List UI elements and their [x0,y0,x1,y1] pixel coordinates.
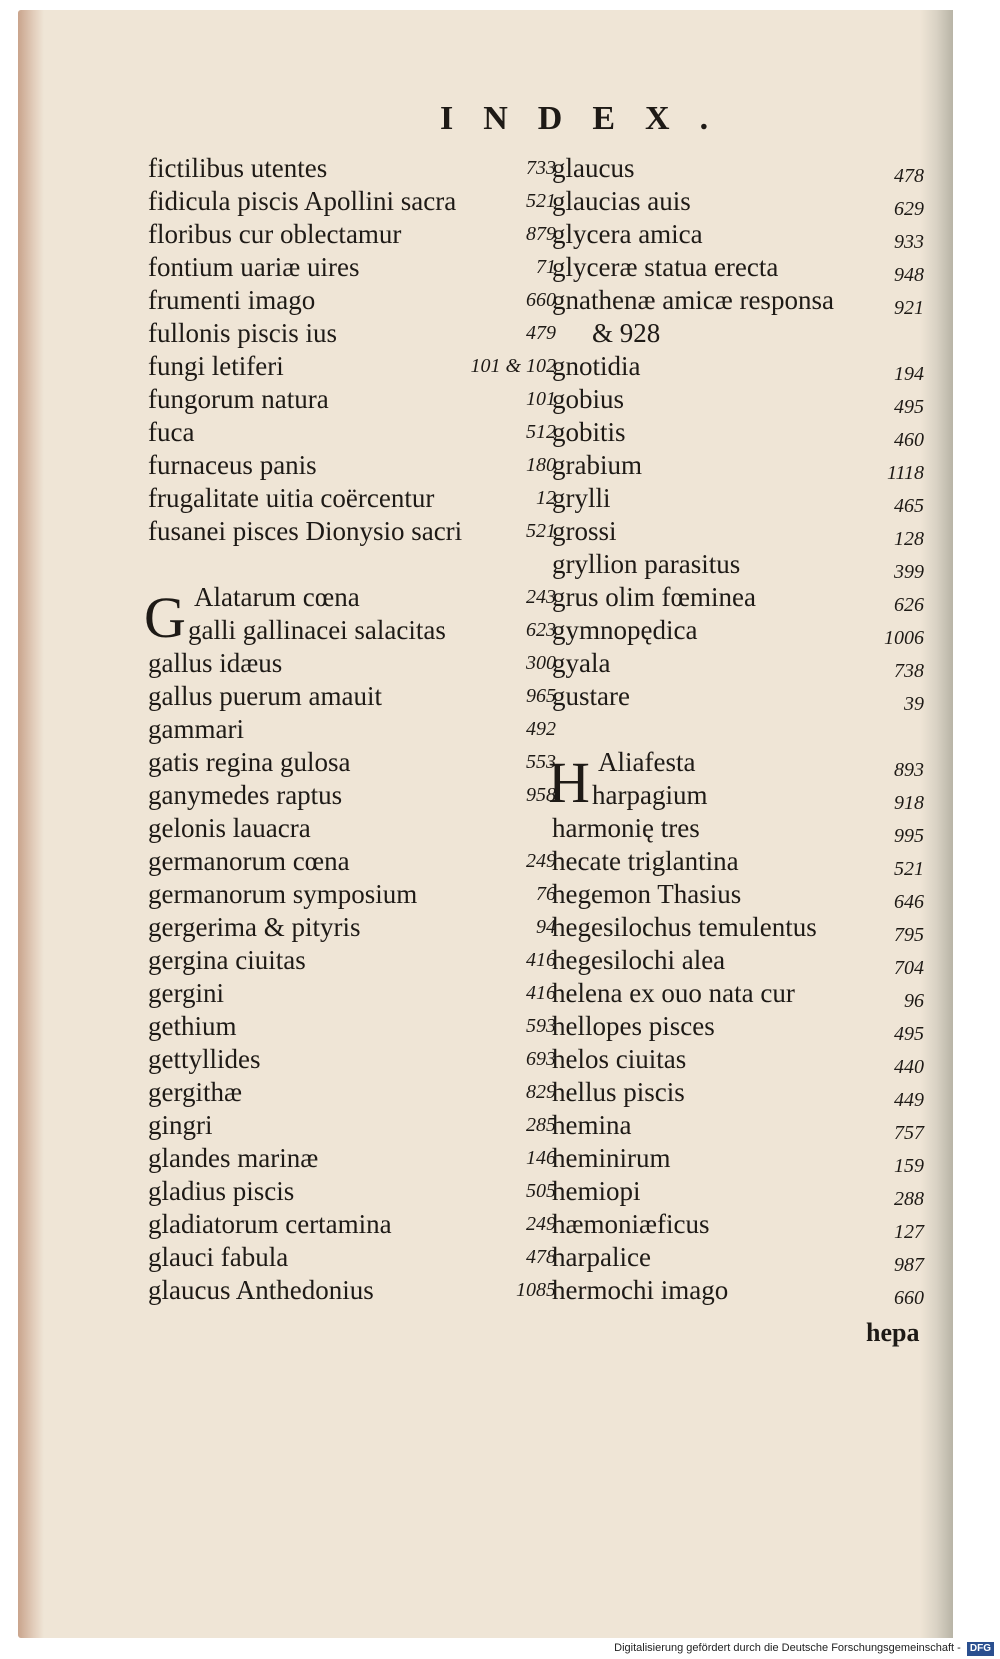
index-entry [552,1109,924,1142]
index-entry [148,152,556,185]
index-term: fungi letiferi [148,351,284,381]
index-page-number: 1085 [516,1279,556,1301]
index-page-number: 492 [526,718,556,740]
index-term: harpagium [592,780,708,810]
index-entry [148,383,556,416]
index-term: Aliafesta [598,747,696,777]
index-entry [552,845,924,878]
index-page-number: 879 [526,223,556,245]
index-entry [148,482,556,515]
index-entry [148,251,556,284]
index-entry [148,647,556,680]
index-term: gergerima & pityris [148,912,361,942]
index-page-number: 180 [526,454,556,476]
index-page-number: 478 [894,165,924,187]
index-term: gymnopędica [552,615,698,645]
index-page-number: 965 [526,685,556,707]
index-term: hecate triglantina [552,846,739,876]
index-term: hegesilochi alea [552,945,726,975]
page-gutter [18,10,44,1638]
index-entry [552,218,924,251]
index-entry [148,812,556,845]
index-page-number: 101 [526,388,556,410]
index-entry [552,1142,924,1175]
index-entry [148,779,556,812]
index-term: gergina ciuitas [148,945,306,975]
index-term: gobius [552,384,625,414]
index-entry [552,449,924,482]
index-entry [552,977,924,1010]
index-entry [148,185,556,218]
index-entry [148,878,556,911]
index-page-number: 159 [894,1155,924,1177]
index-entry [148,1043,556,1076]
index-term: gettyllides [148,1044,261,1074]
index-entry [148,1175,556,1208]
index-entry [552,614,924,647]
index-entry [148,1109,556,1142]
index-entry [148,1076,556,1109]
index-entry [148,416,556,449]
drop-capital: G [144,585,186,650]
index-page-number: 693 [526,1048,556,1070]
index-term: glandes marinæ [148,1143,319,1173]
footer-text: Digitalisierung gefördert durch die Deutsche Forschungsgemeinschaft - [614,1642,961,1654]
index-term: hegesilochus temulentus [552,912,817,942]
index-entry [552,251,924,284]
index-entry [552,779,924,812]
index-page-number: 146 [526,1147,556,1169]
index-page-number: 757 [894,1122,924,1144]
index-page-number: 660 [894,1287,924,1309]
index-entry [148,350,556,383]
index-entry [552,152,924,185]
index-page-number: 921 [894,297,924,319]
index-term: hemina [552,1110,632,1140]
index-page-number: 465 [894,495,924,517]
index-page-number: 101 & 102 [470,355,556,377]
index-page-number: 127 [894,1221,924,1243]
index-entry [148,911,556,944]
index-page-number: 553 [526,751,556,773]
index-page-number: 933 [894,231,924,253]
index-term: hermochi imago [552,1275,729,1305]
index-entry [148,680,556,713]
index-entry [148,713,556,746]
index-entry [552,383,924,416]
index-page-number: 249 [526,1213,556,1235]
index-page-number: 733 [526,157,556,179]
index-page-number: 738 [894,660,924,682]
index-entry [552,1175,924,1208]
index-page-number: 194 [894,363,924,385]
index-page-number: 449 [894,1089,924,1111]
index-term: & 928 [592,318,661,348]
index-entry [552,713,924,746]
index-term: glaucus Anthedonius [148,1275,374,1305]
index-term: galli gallinacei salacitas [188,615,446,645]
index-entry [552,1076,924,1109]
index-page-number: 521 [526,520,556,542]
index-page-number: 593 [526,1015,556,1037]
index-term: furnaceus panis [148,450,317,480]
index-page-number: 479 [526,322,556,344]
index-entry [552,482,924,515]
index-term: germanorum symposium [148,879,418,909]
index-term: helos ciuitas [552,1044,687,1074]
index-page-number: 704 [894,957,924,979]
index-entry [552,515,924,548]
index-entry [148,218,556,251]
catchword: hepa [866,1318,920,1347]
index-page-number: 521 [526,190,556,212]
index-page-number: 512 [526,421,556,443]
index-term: glyceræ statua erecta [552,252,779,282]
index-column-right [548,152,924,1309]
index-term: hæmoniæficus [552,1209,710,1239]
index-term: hemiopi [552,1176,641,1206]
index-page-number: 1118 [886,462,924,484]
index-page-number: 893 [894,759,924,781]
index-column-left [144,152,556,1307]
index-term: glaucus [552,153,635,183]
index-page-number: 629 [894,198,924,220]
index-entry [552,680,924,713]
index-entry [552,1274,924,1307]
running-header: INDEX. [440,100,739,137]
index-term: gergithæ [148,1077,242,1107]
index-entry [552,185,924,218]
index-page-number: 96 [904,990,924,1012]
index-page-number: 958 [526,784,556,806]
index-page-number: 521 [894,858,924,880]
index-term: grus olim fœminea [552,582,756,612]
index-page-number: 94 [536,916,556,938]
index-entry [552,548,924,581]
index-entry [148,284,556,317]
index-page-number: 416 [526,949,556,971]
index-page-number: 399 [894,561,924,583]
index-entry [552,350,924,383]
index-entry [148,548,556,581]
index-entry [552,416,924,449]
index-term: gobitis [552,417,626,447]
index-entry [148,1208,556,1241]
index-term: fusanei pisces Dionysio sacri [148,516,463,546]
index-term: fictilibus utentes [148,153,328,183]
index-entry [148,449,556,482]
index-term: grossi [552,516,617,546]
index-term: hegemon Thasius [552,879,742,909]
index-entry [552,317,924,350]
index-page-number: 288 [894,1188,924,1210]
index-entry [148,1274,556,1307]
index-term: gladiatorum certamina [148,1209,392,1239]
index-term: Alatarum cœna [194,582,360,612]
index-page-number: 948 [894,264,924,286]
index-entry [148,845,556,878]
index-entry [148,977,556,1010]
index-page-number: 416 [526,982,556,1004]
index-page-number: 39 [904,693,924,715]
index-entry [148,515,556,548]
index-term: germanorum cœna [148,846,350,876]
index-entry [148,614,556,647]
index-page-number: 626 [894,594,924,616]
index-page-number: 623 [526,619,556,641]
index-page-number: 829 [526,1081,556,1103]
index-term: helena ex ouo nata cur [552,978,795,1008]
index-term: frumenti imago [148,285,316,315]
index-entry [552,581,924,614]
index-page-number: 128 [894,528,924,550]
index-page-number: 76 [536,883,556,905]
page-fore-edge [920,10,953,1638]
index-page-number: 12 [536,487,556,509]
index-term: gingri [148,1110,213,1140]
index-term: floribus cur oblectamur [148,219,402,249]
index-term: harpalice [552,1242,651,1272]
index-term: fullonis piscis ius [148,318,338,348]
index-term: glauci fabula [148,1242,289,1272]
index-page-number: 660 [526,289,556,311]
index-page-number: 249 [526,850,556,872]
index-page-number: 987 [894,1254,924,1276]
index-page-number: 478 [526,1246,556,1268]
index-entry [552,647,924,680]
index-page-number: 995 [894,825,924,847]
index-term: gallus puerum amauit [148,681,382,711]
index-term: ganymedes raptus [148,780,343,810]
index-term: gergini [148,978,224,1008]
index-entry [552,911,924,944]
index-page-number: 495 [894,1023,924,1045]
index-term: glycera amica [552,219,703,249]
index-page-number: 243 [526,586,556,608]
index-entry [552,284,924,317]
index-page-number: 795 [894,924,924,946]
index-term: fuca [148,417,195,447]
index-term: gethium [148,1011,237,1041]
digitization-footer [610,1638,1000,1659]
index-term: fidicula piscis Apollini sacra [148,186,457,216]
index-entry [552,878,924,911]
index-page-number: 300 [526,652,556,674]
index-term: gyala [552,648,611,678]
index-term: gammari [148,714,244,744]
index-entry [552,944,924,977]
index-entry [148,944,556,977]
dfg-logo: DFG [967,1642,994,1656]
index-term: fungorum natura [148,384,329,414]
index-term: glaucias auis [552,186,691,216]
index-page-number: 71 [536,256,556,278]
index-term: harmonię tres [552,813,700,843]
index-page-number: 646 [894,891,924,913]
index-term: hellopes pisces [552,1011,715,1041]
index-term: gnotidia [552,351,641,381]
drop-capital: H [548,750,590,815]
index-entry [148,746,556,779]
index-page-number: 460 [894,429,924,451]
index-entry [148,1241,556,1274]
index-term: gustare [552,681,630,711]
index-entry [148,1010,556,1043]
index-entry [552,1208,924,1241]
index-term: grylli [552,483,611,513]
index-term: gnathenæ amicæ responsa [552,285,834,315]
index-entry [552,1241,924,1274]
index-entry [148,1142,556,1175]
index-page-number: 918 [894,792,924,814]
index-entry [552,812,924,845]
index-term: heminirum [552,1143,671,1173]
index-term: fontium uariæ uires [148,252,360,282]
index-entry [552,1043,924,1076]
index-term: gladius piscis [148,1176,295,1206]
index-term: grabium [552,450,642,480]
index-page-number: 505 [526,1180,556,1202]
index-page-number: 1006 [884,627,924,649]
index-entry [552,1010,924,1043]
index-term: gelonis lauacra [148,813,311,843]
index-page-number: 285 [526,1114,556,1136]
index-entry [148,317,556,350]
index-page-number: 440 [894,1056,924,1078]
index-term: gatis regina gulosa [148,747,351,777]
index-page-number: 495 [894,396,924,418]
index-term: gallus idæus [148,648,283,678]
index-term: hellus piscis [552,1077,685,1107]
index-term: frugalitate uitia coërcentur [148,483,435,513]
index-term: gryllion parasitus [552,549,741,579]
